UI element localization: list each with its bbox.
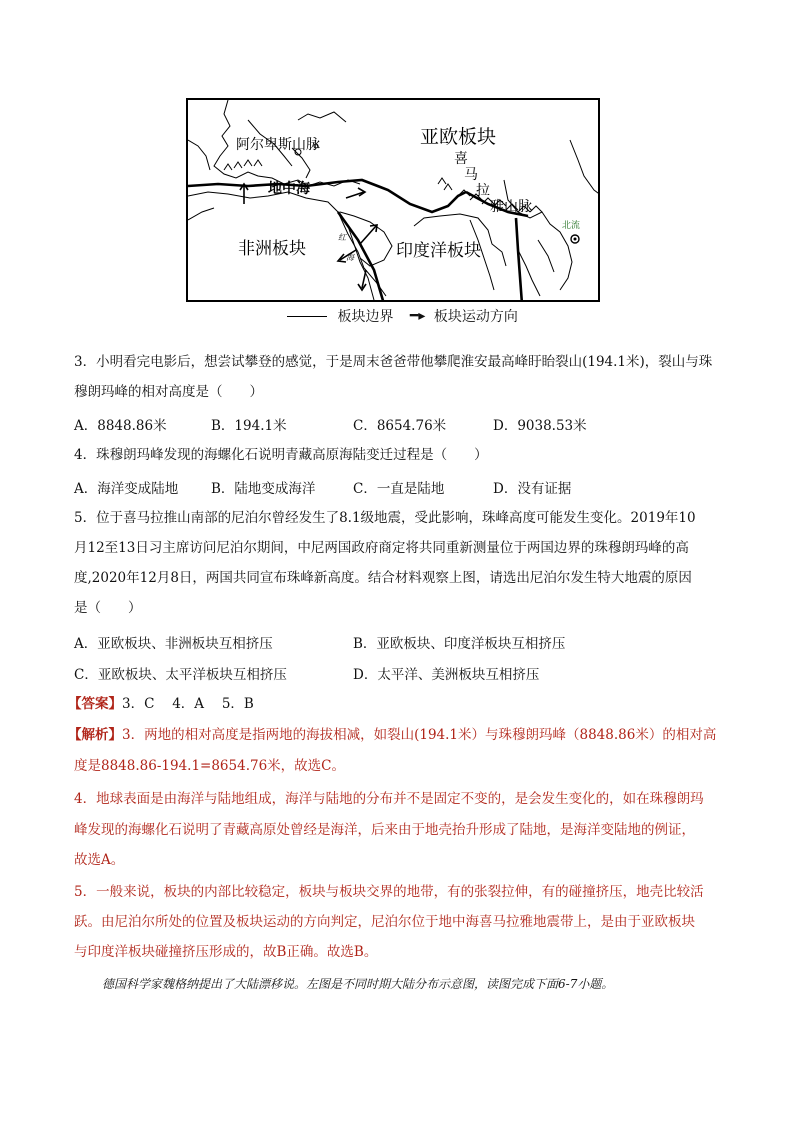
himalaya-label-1: 喜 (454, 151, 468, 167)
q5-line-3: 度,2020年12月8日，两国共同宣布珠峰新高度。结合材料观察上图，请选出尼泊尔发生特大地震的原因 (74, 570, 692, 586)
answer-text: 3．C 4．A 5．B (122, 696, 254, 712)
next-question-intro: 德国科学家魏格纳提出了大陆漂移说。左图是不同时期大陆分布示意图，读图完成下面6-7小题。 (102, 977, 614, 991)
q3-line-2: 穆朗玛峰的相对高度是（ ） (74, 384, 263, 400)
himalaya-label-2: 马 (464, 167, 478, 183)
himalaya-label-4: 雅山脉 (490, 199, 532, 215)
red-sea-label-1: 红 (338, 233, 346, 242)
analysis-tag: 【解析】 (68, 727, 122, 743)
q3-option-a: A．8848.86米 (74, 418, 167, 434)
q3-option-d: D．9038.53米 (493, 418, 587, 434)
beiliu-label: 北流 (562, 221, 581, 231)
q4-option-b: B．陆地变成海洋 (211, 481, 316, 497)
red-sea-label-2: 海 (346, 253, 354, 262)
q5-line-1: 5．位于喜马拉推山南部的尼泊尔曾经发生了8.1级地震，受此影响，珠峰高度可能发生变化。2019年10 (74, 510, 696, 526)
analysis-p4-line-3: 故选A。 (74, 852, 125, 868)
alps-label: 阿尔卑斯山脉 (236, 137, 320, 153)
q3-option-b: B．194.1米 (211, 418, 287, 434)
legend-direction-label: 板块运动方向 (433, 309, 518, 325)
analysis-p5-line-2: 跃。由尼泊尔所处的位置及板块运动的方向判定，尼泊尔位于地中海喜马拉雅地震带上，是由于亚欧板块 (74, 914, 695, 930)
african-plate-label: 非洲板块 (238, 239, 306, 259)
direction-arrow-icon: ━▸ (409, 308, 426, 324)
map-legend (287, 306, 518, 326)
q5-option-b: B．亚欧板块、印度洋板块互相挤压 (353, 636, 566, 652)
q5-option-a: A．亚欧板块、非洲板块互相挤压 (74, 636, 273, 652)
eurasia-plate-label: 亚欧板块 (420, 126, 497, 148)
q5-line-4: 是（ ） (74, 600, 142, 616)
q4-line-1: 4．珠穆朗玛峰发现的海螺化石说明青藏高原海陆变迁过程是（ ） (74, 447, 488, 463)
analysis-p4-line-2: 峰发现的海螺化石说明了青藏高原处曾经是海洋，后来由于地壳抬升形成了陆地，是海洋变陆地的例证， (74, 822, 695, 838)
q4-option-d: D．没有证据 (493, 481, 572, 497)
analysis-p5-line-3: 与印度洋板块碰撞挤压形成的，故B正确。故选B。 (74, 944, 378, 960)
analysis-p3-line-2: 度是8848.86-194.1=8654.76米，故选C。 (74, 758, 346, 774)
plate-map (186, 98, 600, 302)
boundary-line-icon (287, 316, 327, 317)
q3-option-c: C．8654.76米 (353, 418, 447, 434)
q4-option-c: C．一直是陆地 (353, 481, 445, 497)
analysis-p3-text-1: 3．两地的相对高度是指两地的海拔相减，如裂山(194.1米）与珠穆朗玛峰（8848.86米）的相对高 (122, 727, 717, 743)
answer-tag: 【答案】 (68, 696, 122, 712)
q5-line-2: 月12至13日习主席访问尼泊尔期间，中尼两国政府商定将共同重新测量位于两国边界的珠穆朗玛峰的高 (74, 540, 689, 556)
indian-ocean-plate-label: 印度洋板块 (396, 241, 481, 261)
analysis-p3-line-1 (68, 725, 716, 745)
q4-option-a: A．海洋变成陆地 (74, 481, 179, 497)
q5-option-d: D．太平洋、美洲板块互相挤压 (353, 667, 540, 683)
analysis-p5-line-1: 5．一般来说，板块的内部比较稳定，板块与板块交界的地带，有的张裂拉伸，有的碰撞挤压，地壳比较活 (74, 884, 704, 900)
analysis-p4-line-1: 4．地球表面是由海洋与陆地组成，海洋与陆地的分布并不是固定不变的，是会发生变化的，如在珠穆朗玛 (74, 791, 704, 807)
mediterranean-label: 地中海 (268, 181, 310, 197)
q5-option-c: C．亚欧板块、太平洋板块互相挤压 (74, 667, 287, 683)
q3-line-1: 3．小明看完电影后，想尝试攀登的感觉，于是周末爸爸带他攀爬淮安最高峰盱眙裂山(194.1米)，裂山与珠 (74, 354, 713, 370)
himalaya-label-3: 拉 (476, 183, 490, 199)
answer-line (68, 694, 254, 714)
plate-map-drawing (188, 100, 600, 302)
legend-boundary-label: 板块边界 (337, 309, 394, 325)
